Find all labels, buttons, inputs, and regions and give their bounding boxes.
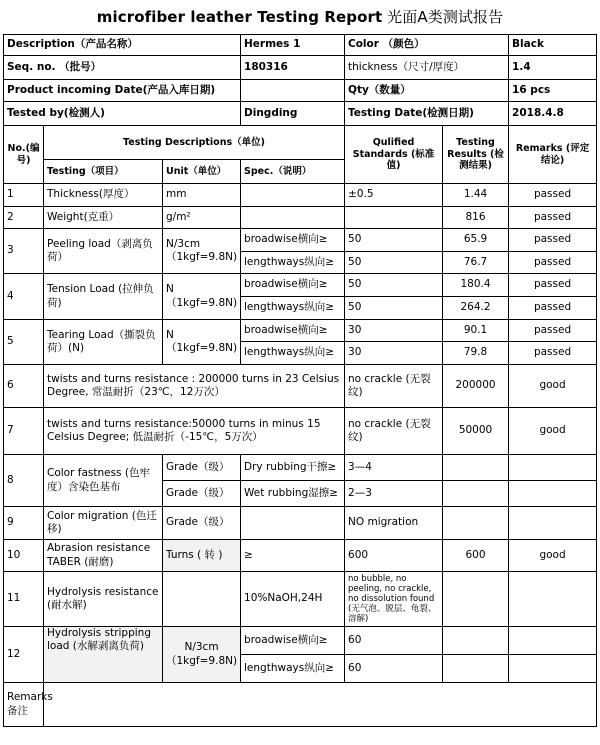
row-number: 2	[4, 207, 44, 229]
info-row-incoming	[4, 80, 597, 102]
remark-cell: passed	[509, 207, 597, 229]
result-cell	[443, 507, 509, 540]
standard-cell	[345, 207, 443, 229]
row-number: 12	[4, 627, 44, 683]
result-cell: 816	[443, 207, 509, 229]
unit-cell: Grade（级）	[163, 455, 241, 481]
title-chinese: 光面A类测试报告	[382, 8, 504, 26]
unit-cell: N （1kgf=9.8N)	[163, 320, 241, 365]
tested-by-label: Tested by(检测人)	[4, 102, 241, 126]
spec-cell: Wet rubbing湿擦≥	[241, 481, 345, 507]
spec-cell: broadwise横向≥	[241, 627, 345, 655]
result-cell	[443, 481, 509, 507]
remarks-row	[4, 683, 597, 727]
spec-cell: lengthways纵向≥	[241, 655, 345, 683]
remark-cell: good	[509, 408, 597, 455]
test-item: Thickness(厚度）	[44, 184, 163, 207]
testing-descriptions-header: Testing Descriptions（单位)	[44, 126, 345, 160]
result-cell	[443, 627, 509, 655]
testing-results-header: Testing Results (检测结果)	[443, 126, 509, 184]
row-number: 1	[4, 184, 44, 207]
tested-by-value: Dingding	[241, 102, 345, 126]
thickness-label: thickness（尺寸/厚度）	[345, 56, 509, 80]
standard-cell: 60	[345, 627, 443, 655]
standard-cell: 3—4	[345, 455, 443, 481]
remark-cell: good	[509, 365, 597, 408]
info-row-seq	[4, 56, 597, 80]
standard-cell: 50	[345, 229, 443, 252]
standard-cell: 2—3	[345, 481, 443, 507]
remark-cell: passed	[509, 297, 597, 320]
remarks-label: Remarks 备注	[4, 683, 44, 727]
row-number: 3	[4, 229, 44, 274]
standard-cell: 30	[345, 342, 443, 365]
spec-cell: 10%NaOH,24H	[241, 572, 345, 627]
table-row	[4, 184, 597, 207]
description-label: Description（产品名称）	[4, 35, 241, 56]
spec-cell: lengthways纵向≥	[241, 297, 345, 320]
remarks-header: Remarks (评定结论)	[509, 126, 597, 184]
test-item: Weight(克重）	[44, 207, 163, 229]
spec-cell: ≥	[241, 540, 345, 572]
unit-cell: Grade（级）	[163, 507, 241, 540]
spec-cell: Dry rubbing干擦≥	[241, 455, 345, 481]
test-item: Hydrolysis stripping load (水解剥离负荷)	[44, 627, 163, 683]
table-row	[4, 507, 597, 540]
info-row-tested-by	[4, 102, 597, 126]
qualified-standards-header: Qulified Standards (标准值)	[345, 126, 443, 184]
unit-cell: N （1kgf=9.8N)	[163, 274, 241, 320]
spec-cell	[241, 507, 345, 540]
spec-cell: lengthways纵向≥	[241, 342, 345, 365]
table-row	[4, 365, 597, 408]
spec-cell	[241, 184, 345, 207]
result-cell	[443, 655, 509, 683]
row-number: 4	[4, 274, 44, 320]
remark-cell	[509, 481, 597, 507]
result-cell: 90.1	[443, 320, 509, 342]
testing-date-label: Testing Date(检测日期)	[345, 102, 509, 126]
spec-subheader: Spec.（说明）	[241, 160, 345, 184]
remark-cell	[509, 455, 597, 481]
color-label: Color （颜色）	[345, 35, 509, 56]
result-cell: 600	[443, 540, 509, 572]
spec-cell: broadwise横向≥	[241, 274, 345, 297]
result-cell: 200000	[443, 365, 509, 408]
result-cell: 79.8	[443, 342, 509, 365]
test-item: Color fastness (色牢度）含染色基布	[44, 455, 163, 507]
table-row	[4, 572, 597, 627]
info-row-description	[4, 35, 597, 56]
unit-cell: g/m²	[163, 207, 241, 229]
remarks-content	[44, 683, 597, 727]
remark-cell	[509, 572, 597, 627]
row-number: 6	[4, 365, 44, 408]
test-item: Color migration (色迁移)	[44, 507, 163, 540]
standard-cell: 50	[345, 252, 443, 274]
result-cell: 76.7	[443, 252, 509, 274]
unit-subheader: Unit（单位）	[163, 160, 241, 184]
remark-cell: passed	[509, 342, 597, 365]
table-row	[4, 274, 597, 297]
seq-label: Seq. no. （批号）	[4, 56, 241, 80]
standard-cell: 30	[345, 320, 443, 342]
table-row	[4, 627, 597, 655]
row-number: 11	[4, 572, 44, 627]
test-item: twists and turns resistance:50000 turns in minus 15 Celsius Degree; 低温耐折（-15℃，5万次）	[44, 408, 345, 455]
remark-cell	[509, 507, 597, 540]
remark-cell: passed	[509, 252, 597, 274]
table-row	[4, 229, 597, 252]
testing-date-value: 2018.4.8	[509, 102, 597, 126]
test-item: Tearing Load（撕裂负荷）(N)	[44, 320, 163, 365]
remark-cell: passed	[509, 320, 597, 342]
row-number: 5	[4, 320, 44, 365]
no-header: No.(编号)	[4, 126, 44, 184]
remark-cell	[509, 655, 597, 683]
result-cell: 264.2	[443, 297, 509, 320]
result-cell: 1.44	[443, 184, 509, 207]
standard-cell: 50	[345, 274, 443, 297]
remark-cell: good	[509, 540, 597, 572]
header-row-1	[4, 126, 597, 160]
unit-cell	[163, 572, 241, 627]
test-item: Tension Load (拉伸负荷)	[44, 274, 163, 320]
standard-cell: 60	[345, 655, 443, 683]
standard-cell: no crackle (无裂纹)	[345, 365, 443, 408]
report-table	[3, 34, 597, 727]
table-row	[4, 320, 597, 342]
color-value: Black	[509, 35, 597, 56]
result-cell: 50000	[443, 408, 509, 455]
test-item: twists and turns resistance : 200000 turns in 23 Celsius Degree, 常温耐折（23℃，12万次）	[44, 365, 345, 408]
test-item: Peeling load（剥离负荷）	[44, 229, 163, 274]
table-row	[4, 455, 597, 481]
unit-cell: N/3cm （1kgf=9.8N)	[163, 229, 241, 274]
spec-cell	[241, 207, 345, 229]
description-value: Hermes 1	[241, 35, 345, 56]
result-cell	[443, 455, 509, 481]
spec-cell: broadwise横向≥	[241, 320, 345, 342]
result-cell: 180.4	[443, 274, 509, 297]
result-cell: 65.9	[443, 229, 509, 252]
standard-cell: no bubble, no peeling, no crackle, no dissolution found (无气泡、脱层、龟裂、溶解)	[345, 572, 443, 627]
seq-value: 180316	[241, 56, 345, 80]
incoming-date-label: Product incoming Date(产品入库日期)	[4, 80, 241, 102]
standard-cell: 600	[345, 540, 443, 572]
standard-cell: ±0.5	[345, 184, 443, 207]
row-number: 9	[4, 507, 44, 540]
report-title	[0, 6, 600, 27]
row-number: 10	[4, 540, 44, 572]
unit-cell: Grade（级）	[163, 481, 241, 507]
remark-cell: passed	[509, 274, 597, 297]
unit-cell: N/3cm （1kgf=9.8N)	[163, 627, 241, 683]
standard-cell: no crackle (无裂纹)	[345, 408, 443, 455]
title-english: microfiber leather Testing Report	[96, 8, 383, 26]
result-cell	[443, 572, 509, 627]
spec-cell: broadwise横向≥	[241, 229, 345, 252]
unit-cell: mm	[163, 184, 241, 207]
standard-cell: 50	[345, 297, 443, 320]
qty-value: 16 pcs	[509, 80, 597, 102]
table-row	[4, 207, 597, 229]
row-number: 8	[4, 455, 44, 507]
qty-label: Qty（数量）	[345, 80, 509, 102]
standard-cell: NO migration	[345, 507, 443, 540]
spec-cell: lengthways纵向≥	[241, 252, 345, 274]
remark-cell: passed	[509, 229, 597, 252]
thickness-value: 1.4	[509, 56, 597, 80]
incoming-date-value	[241, 80, 345, 102]
test-item: Hydrolysis resistance (耐水解)	[44, 572, 163, 627]
table-row	[4, 540, 597, 572]
testing-subheader: Testing（项目）	[44, 160, 163, 184]
remark-cell	[509, 627, 597, 655]
test-item: Abrasion resistance TABER (耐磨)	[44, 540, 163, 572]
unit-cell: Turns ( 转 )	[163, 540, 241, 572]
remark-cell: passed	[509, 184, 597, 207]
row-number: 7	[4, 408, 44, 455]
table-row	[4, 408, 597, 455]
